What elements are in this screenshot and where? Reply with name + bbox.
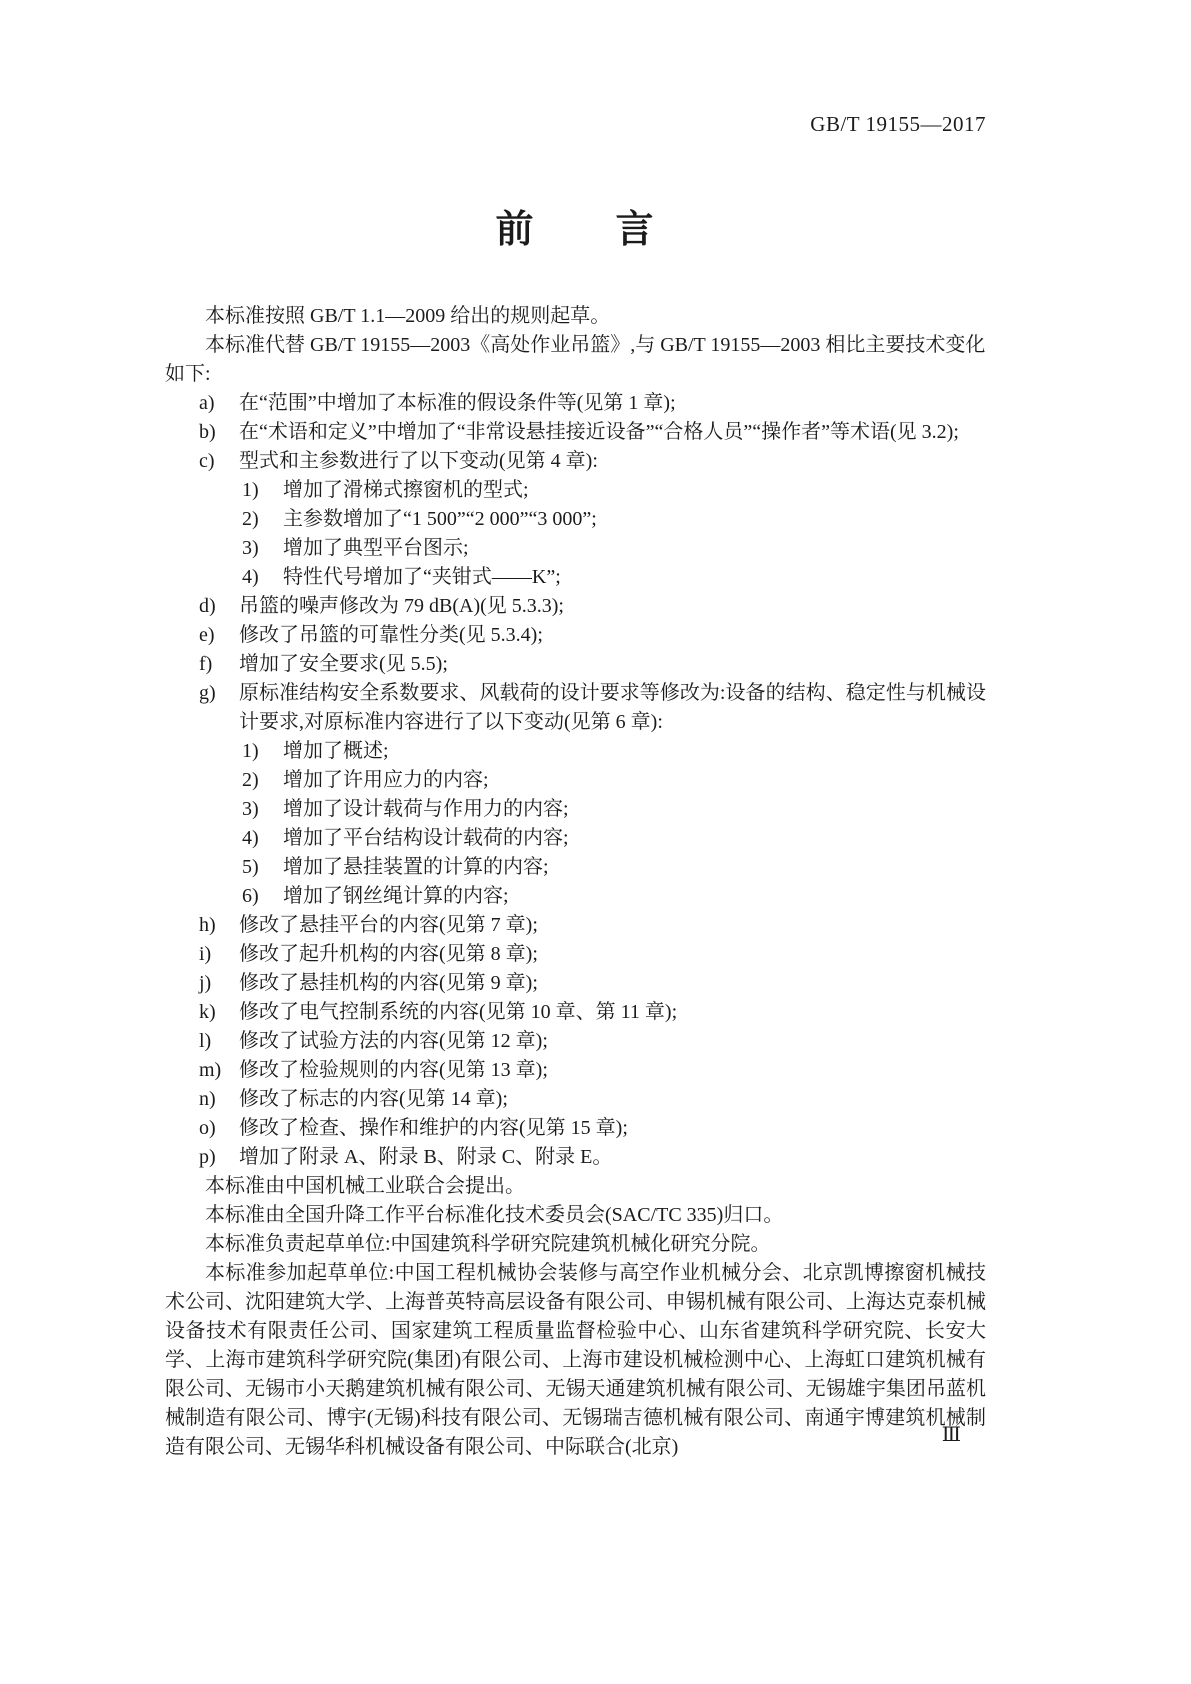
page-title: 前 言 bbox=[495, 209, 656, 251]
change-list-item bbox=[165, 418, 986, 447]
change-item-text: 修改了吊篮的可靠性分类(见 5.3.4); bbox=[239, 624, 543, 646]
standard-number: GB/T 19155—2017 bbox=[810, 112, 986, 136]
change-item-text: 增加了钢丝绳计算的内容; bbox=[283, 885, 509, 907]
page-number: Ⅲ bbox=[941, 1424, 961, 1446]
change-item-label: 2) bbox=[242, 508, 259, 530]
change-item-label: 4) bbox=[242, 827, 259, 849]
document-body bbox=[165, 302, 986, 1462]
change-item-text: 增加了许用应力的内容; bbox=[283, 769, 489, 791]
change-list-item bbox=[165, 940, 986, 969]
change-list-item bbox=[165, 737, 986, 766]
change-item-label: b) bbox=[199, 421, 216, 443]
change-list-item bbox=[165, 476, 986, 505]
change-item-label: j) bbox=[199, 972, 212, 994]
change-list-item bbox=[165, 1114, 986, 1143]
change-item-label: 1) bbox=[242, 479, 259, 501]
change-list-item bbox=[165, 766, 986, 795]
change-item-text: 在“术语和定义”中增加了“非常设悬挂接近设备”“合格人员”“操作者”等术语(见 3.2); bbox=[239, 421, 959, 443]
change-list-item bbox=[165, 795, 986, 824]
change-list-item bbox=[165, 621, 986, 650]
chief-drafting-org-paragraph: 本标准负责起草单位:中国建筑科学研究院建筑机械化研究分院。 bbox=[205, 1233, 771, 1255]
proposed-by-paragraph: 本标准由中国机械工业联合会提出。 bbox=[205, 1175, 525, 1197]
change-list-item bbox=[165, 534, 986, 563]
change-item-label: 5) bbox=[242, 856, 259, 878]
change-item-label: c) bbox=[199, 450, 215, 472]
change-item-label: h) bbox=[199, 914, 216, 936]
change-item-text: 修改了起升机构的内容(见第 8 章); bbox=[239, 943, 538, 965]
change-item-text: 修改了电气控制系统的内容(见第 10 章、第 11 章); bbox=[239, 1001, 678, 1023]
change-list-item bbox=[165, 447, 986, 476]
change-item-text: 特性代号增加了“夹钳式——K”; bbox=[283, 566, 561, 588]
change-list-item bbox=[165, 592, 986, 621]
change-item-text: 修改了检验规则的内容(见第 13 章); bbox=[239, 1059, 548, 1081]
change-item-text: 在“范围”中增加了本标准的假设条件等(见第 1 章); bbox=[239, 392, 676, 414]
change-item-text: 修改了标志的内容(见第 14 章); bbox=[239, 1088, 508, 1110]
change-list-item bbox=[165, 505, 986, 534]
change-item-label: 3) bbox=[242, 537, 259, 559]
change-list-item bbox=[165, 389, 986, 418]
change-item-label: e) bbox=[199, 624, 215, 646]
change-item-label: p) bbox=[199, 1146, 216, 1168]
change-item-text: 修改了悬挂平台的内容(见第 7 章); bbox=[239, 914, 538, 936]
change-list-item bbox=[165, 650, 986, 679]
change-item-text: 修改了检查、操作和维护的内容(见第 15 章); bbox=[239, 1117, 628, 1139]
change-item-label: l) bbox=[199, 1030, 212, 1052]
change-item-label: k) bbox=[199, 1001, 216, 1023]
change-item-text: 增加了安全要求(见 5.5); bbox=[239, 653, 448, 675]
change-item-text: 吊篮的噪声修改为 79 dB(A)(见 5.3.3); bbox=[239, 595, 564, 617]
change-list-item bbox=[165, 1143, 986, 1172]
change-item-label: i) bbox=[199, 943, 212, 965]
participating-orgs-paragraph: 本标准参加起草单位:中国工程机械协会装修与高空作业机械分会、北京凯博擦窗机械技术公司、沈阳建筑大学、上海普英特高层设备有限公司、申锡机械有限公司、上海达克泰机械设备技术有限责任公司、国家建筑工程质量监督检验中心、山东省建筑科学研究院、长安大学、上海市建筑科学研究院(集团)有限公司、上海市建设机械检测中心、上海虹口建筑机械有限公司、无锡市小天鹅建筑机械有限公司、无锡天通建筑机械有限公司、无锡雄宇集团吊蓝机械制造有限公司、博宇(无锡)科技有限公司、无锡瑞吉德机械有限公司、南通宇博建筑机械制造有限公司、无锡华科机械设备有限公司、中际联合(北京) bbox=[165, 1262, 986, 1458]
change-item-text: 增加了滑梯式擦窗机的型式; bbox=[283, 479, 529, 501]
change-list-item bbox=[165, 563, 986, 592]
change-item-label: 3) bbox=[242, 798, 259, 820]
change-item-text: 增加了悬挂装置的计算的内容; bbox=[283, 856, 549, 878]
change-item-label: a) bbox=[199, 392, 215, 414]
change-list-item bbox=[165, 998, 986, 1027]
change-list-item bbox=[165, 853, 986, 882]
change-item-text: 修改了悬挂机构的内容(见第 9 章); bbox=[239, 972, 538, 994]
change-list-item bbox=[165, 969, 986, 998]
change-item-text: 增加了概述; bbox=[283, 740, 389, 762]
change-item-label: n) bbox=[199, 1088, 216, 1110]
change-item-text: 增加了平台结构设计载荷的内容; bbox=[283, 827, 569, 849]
change-list-item bbox=[165, 1085, 986, 1114]
change-list-item bbox=[165, 911, 986, 940]
drafting-rule-paragraph: 本标准按照 GB/T 1.1—2009 给出的规则起草。 bbox=[205, 305, 611, 327]
change-item-label: g) bbox=[199, 682, 216, 704]
technical-changes-list bbox=[165, 389, 986, 1172]
change-item-text: 主参数增加了“1 500”“2 000”“3 000”; bbox=[283, 508, 597, 530]
change-item-label: o) bbox=[199, 1117, 216, 1139]
change-item-label: d) bbox=[199, 595, 216, 617]
change-item-label: 1) bbox=[242, 740, 259, 762]
change-list-item bbox=[165, 679, 986, 737]
change-item-text: 增加了设计载荷与作用力的内容; bbox=[283, 798, 569, 820]
change-item-label: 6) bbox=[242, 885, 259, 907]
change-list-item bbox=[165, 1056, 986, 1085]
change-item-label: f) bbox=[199, 653, 213, 675]
centralized-by-paragraph: 本标准由全国升降工作平台标准化技术委员会(SAC/TC 335)归口。 bbox=[205, 1204, 784, 1226]
change-item-text: 原标准结构安全系数要求、风载荷的设计要求等修改为:设备的结构、稳定性与机械设计要求,对原标准内容进行了以下变动(见第 6 章): bbox=[239, 682, 986, 733]
change-list-item bbox=[165, 824, 986, 853]
replacement-paragraph: 本标准代替 GB/T 19155—2003《高处作业吊篮》,与 GB/T 19155—2003 相比主要技术变化如下: bbox=[165, 334, 986, 385]
change-item-label: 4) bbox=[242, 566, 259, 588]
change-item-text: 修改了试验方法的内容(见第 12 章); bbox=[239, 1030, 548, 1052]
change-list-item bbox=[165, 1027, 986, 1056]
change-list-item bbox=[165, 882, 986, 911]
change-item-text: 增加了附录 A、附录 B、附录 C、附录 E。 bbox=[239, 1146, 613, 1168]
change-item-label: m) bbox=[199, 1059, 222, 1081]
change-item-label: 2) bbox=[242, 769, 259, 791]
change-item-text: 增加了典型平台图示; bbox=[283, 537, 469, 559]
change-item-text: 型式和主参数进行了以下变动(见第 4 章): bbox=[239, 450, 598, 472]
